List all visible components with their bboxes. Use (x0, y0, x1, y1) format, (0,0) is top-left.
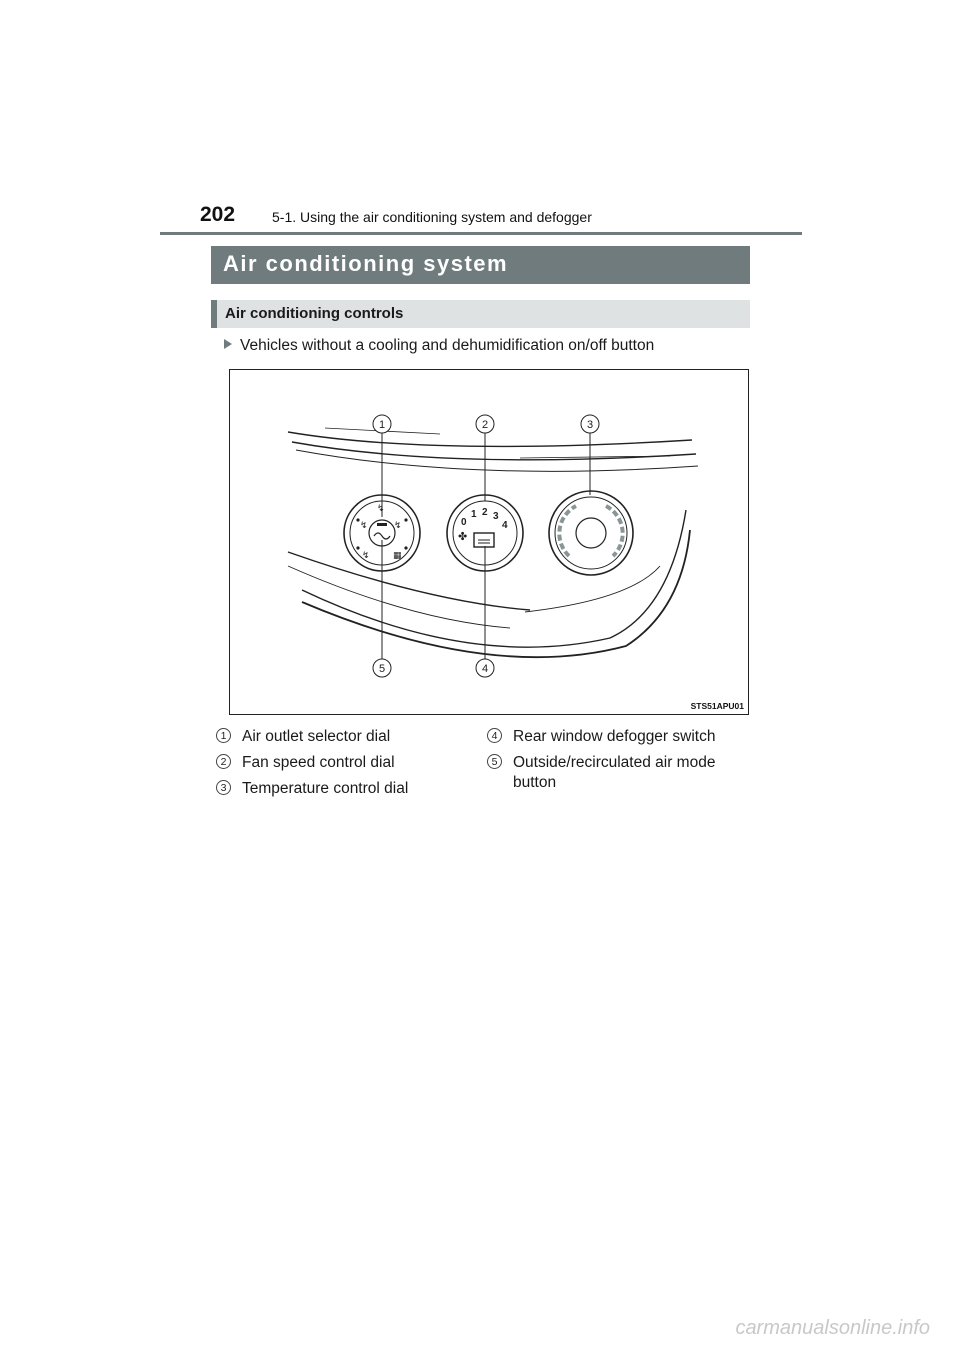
legend-item (216, 779, 466, 799)
legend-number: 1 (216, 728, 231, 743)
svg-text:↯: ↯ (394, 521, 402, 531)
svg-text:↯: ↯ (377, 504, 385, 514)
legend-item (216, 727, 466, 747)
svg-text:▦: ▦ (393, 551, 402, 561)
header-rule (160, 232, 802, 235)
legend-label: Fan speed control dial (242, 754, 395, 771)
fan-number-0: 0 (461, 517, 467, 528)
main-heading-banner (211, 246, 750, 284)
callout-4: 4 (481, 663, 489, 675)
legend-label: Air outlet selector dial (242, 728, 391, 745)
fan-number-3: 3 (493, 511, 499, 522)
main-heading: Air conditioning system (223, 251, 509, 276)
legend-item (216, 753, 466, 773)
legend-item (487, 727, 752, 747)
control-panel-figure (229, 369, 749, 715)
callout-5: 5 (378, 663, 386, 675)
fan-number-4: 4 (502, 520, 508, 531)
legend-label: Temperature control dial (242, 780, 409, 797)
svg-text:↯: ↯ (360, 521, 368, 531)
legend-label: Outside/recirculated air mode button (513, 754, 716, 791)
legend-number: 5 (487, 754, 502, 769)
legend-number: 2 (216, 754, 231, 769)
sub-heading: Air conditioning controls (225, 305, 404, 322)
figure-code: STS51APU01 (690, 701, 744, 711)
legend-right-column (487, 727, 752, 799)
control-panel-illustration (230, 370, 750, 716)
legend-item (487, 753, 752, 793)
bullet-text: Vehicles without a cooling and dehumidification on/off button (240, 337, 655, 354)
triangle-bullet-icon (224, 339, 232, 349)
callout-1: 1 (378, 419, 386, 431)
legend-label: Rear window defogger switch (513, 728, 716, 745)
callout-2: 2 (481, 419, 489, 431)
section-title: 5-1. Using the air conditioning system and defogger (272, 209, 592, 225)
sub-heading-banner (211, 300, 750, 328)
fan-icon: ✤ (458, 530, 468, 543)
page-number: 202 (200, 203, 236, 226)
temperature-control-dial (549, 491, 633, 575)
svg-text:↯: ↯ (362, 551, 370, 561)
fan-number-1: 1 (471, 509, 477, 520)
watermark: carmanualsonline.info (735, 1317, 930, 1339)
legend-left-column (216, 727, 466, 805)
bullet-line (224, 337, 654, 355)
fan-number-2: 2 (482, 507, 488, 518)
legend-number: 4 (487, 728, 502, 743)
legend-number: 3 (216, 780, 231, 795)
callout-3: 3 (586, 419, 594, 431)
